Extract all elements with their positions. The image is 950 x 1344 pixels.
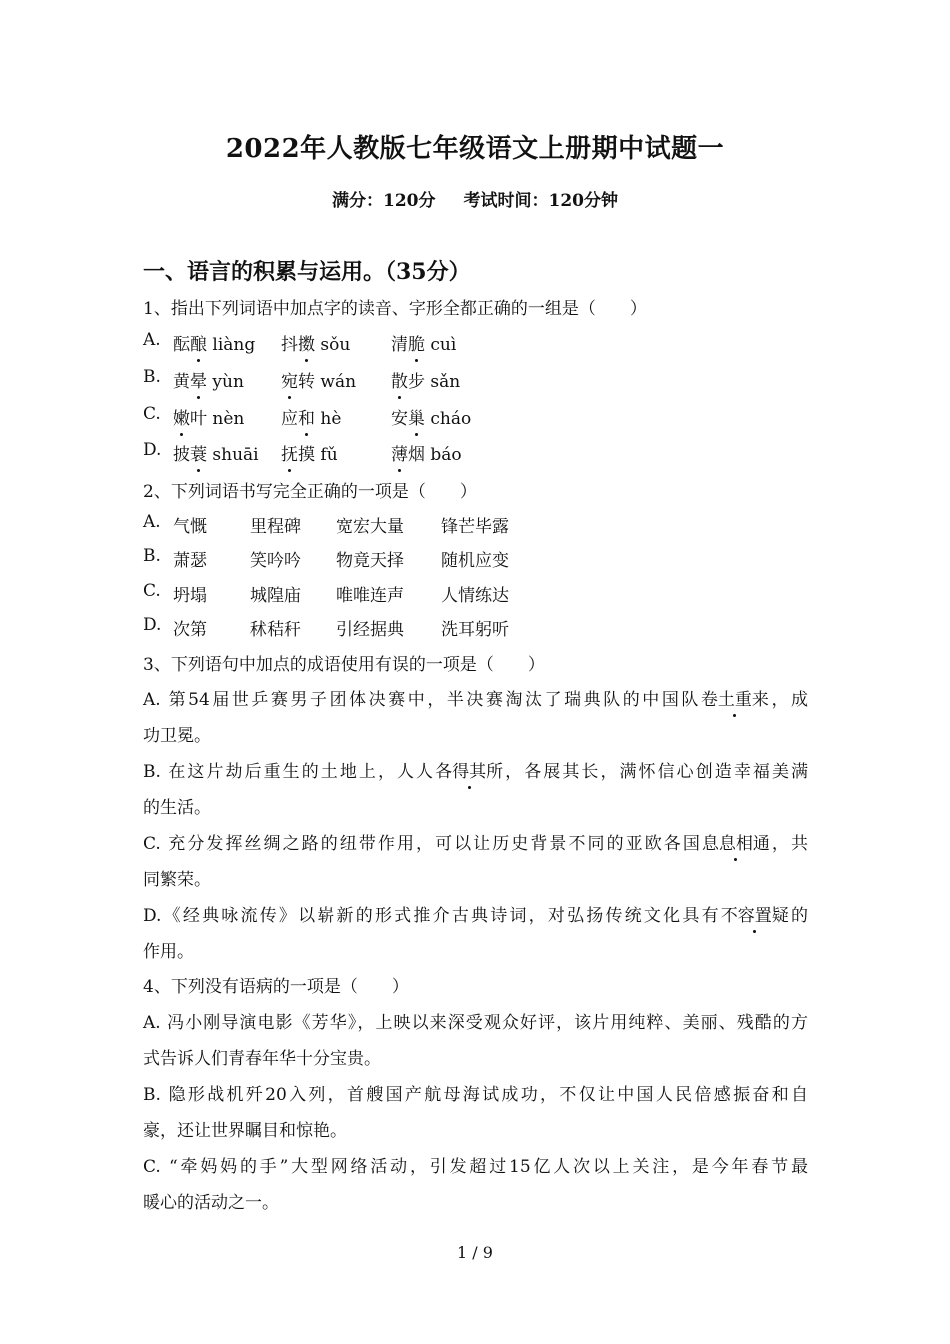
word-item: 洗耳躬听 [441, 620, 509, 640]
word-item: 抖擞 sǒu [281, 330, 350, 355]
option-row: C. 坍塌 城隍庙 唯唯连声 人情练达 [143, 581, 509, 606]
option-c-cont: 同繁荣。 [143, 870, 211, 890]
full-score: 满分：120分 [332, 191, 436, 211]
dotted-idiom: 各得其所 [435, 757, 503, 782]
option-letter: B. [143, 367, 161, 387]
dotted-idiom: 不容置疑 [721, 901, 789, 926]
option-a: A. 第54届世乒赛男子团体决赛中，半决赛淘汰了瑞典队的中国队卷土重来，成 [143, 685, 808, 710]
word-item: 次第 [173, 620, 207, 640]
dotted-idiom: 息息相通 [702, 829, 770, 854]
word-item: 宛转 wán [281, 367, 356, 392]
word-item: 唯唯连声 [336, 586, 404, 606]
option-row: A. 气慨 里程碑 宽宏大量 锋芒毕露 [143, 512, 509, 537]
option-row [143, 404, 543, 430]
word-item: 气慨 [173, 517, 207, 537]
word-item: 物竟天择 [336, 551, 404, 571]
option-row [143, 330, 543, 356]
option-letter: D. [143, 440, 162, 460]
option-c-cont: 暖心的活动之一。 [143, 1193, 279, 1213]
question-1-stem: 1、指出下列词语中加点字的读音、字形全都正确的一组是（ ） [143, 299, 647, 319]
word-item: 散步 sǎn [391, 367, 460, 392]
word-item: 薄烟 báo [391, 440, 462, 465]
word-item: 披蓑 shuāi [173, 440, 259, 465]
option-row [143, 440, 543, 466]
option-row: D. 次第 秫秸秆 引经据典 洗耳躬听 [143, 615, 509, 640]
option-a: A. 冯小刚导演电影《芳华》，上映以来深受观众好评，该片用纯粹、美丽、残酷的方 [143, 1013, 808, 1033]
dotted-idiom: 卷土重来 [701, 685, 769, 710]
word-item: 秫秸秆 [250, 620, 301, 640]
word-item: 人情练达 [441, 586, 509, 606]
word-item: 城隍庙 [250, 586, 301, 606]
document-title: 2022年人教版七年级语文上册期中试题一 [225, 134, 725, 164]
word-item: 嫩叶 nèn [173, 404, 244, 429]
option-c: C. 充分发挥丝绸之路的纽带作用，可以让历史背景不同的亚欧各国息息相通，共 [143, 829, 808, 854]
word-item: 随机应变 [441, 551, 509, 571]
question-4-stem: 4、下列没有语病的一项是（ ） [143, 977, 409, 997]
word-item: 安巢 cháo [391, 404, 471, 429]
word-item: 黄晕 yùn [173, 367, 244, 392]
option-letter: C. [143, 404, 161, 424]
option-b: B. 在这片劫后重生的土地上，人人各得其所，各展其长，满怀信心创造幸福美满 [143, 757, 808, 782]
page-number: 1 / 9 [457, 1243, 493, 1262]
question-3-stem: 3、下列语句中加点的成语使用有误的一项是（ ） [143, 655, 545, 675]
word-item: 里程碑 [250, 517, 301, 537]
word-item: 锋芒毕露 [441, 517, 509, 537]
word-item: 酝酿 liàng [173, 330, 255, 355]
word-item: 引经据典 [336, 620, 404, 640]
word-item: 坍塌 [173, 586, 207, 606]
word-item: 清脆 cuì [391, 330, 456, 355]
option-a-cont: 功卫冕。 [143, 726, 211, 746]
option-letter: A. [143, 330, 161, 350]
option-row: B. 萧瑟 笑吟吟 物竟天择 随机应变 [143, 546, 509, 571]
word-item: 抚摸 fǔ [281, 440, 338, 465]
word-item: 萧瑟 [173, 551, 207, 571]
option-b: B. 隐形战机歼20入列，首艘国产航母海试成功，不仅让中国人民倍感振奋和自 [143, 1085, 808, 1105]
option-c: C. “牵妈妈的手”大型网络活动，引发超过15亿人次以上关注，是今年春节最 [143, 1157, 808, 1177]
option-d: D.《经典咏流传》以崭新的形式推介古典诗词，对弘扬传统文化具有不容置疑的 [143, 901, 808, 926]
word-item: 应和 hè [281, 404, 341, 429]
word-item: 宽宏大量 [336, 517, 404, 537]
question-2-stem: 2、下列词语书写完全正确的一项是（ ） [143, 482, 477, 502]
exam-info [0, 186, 950, 211]
exam-time: 考试时间：120分钟 [463, 191, 618, 211]
option-a-cont: 式告诉人们青春年华十分宝贵。 [143, 1049, 381, 1069]
word-item: 笑吟吟 [250, 551, 301, 571]
section-heading: 一、语言的积累与运用。（35分） [143, 259, 471, 285]
option-d-cont: 作用。 [143, 942, 194, 962]
option-b-cont: 豪，还让世界瞩目和惊艳。 [143, 1121, 347, 1141]
option-b-cont: 的生活。 [143, 798, 211, 818]
option-row [143, 367, 543, 393]
